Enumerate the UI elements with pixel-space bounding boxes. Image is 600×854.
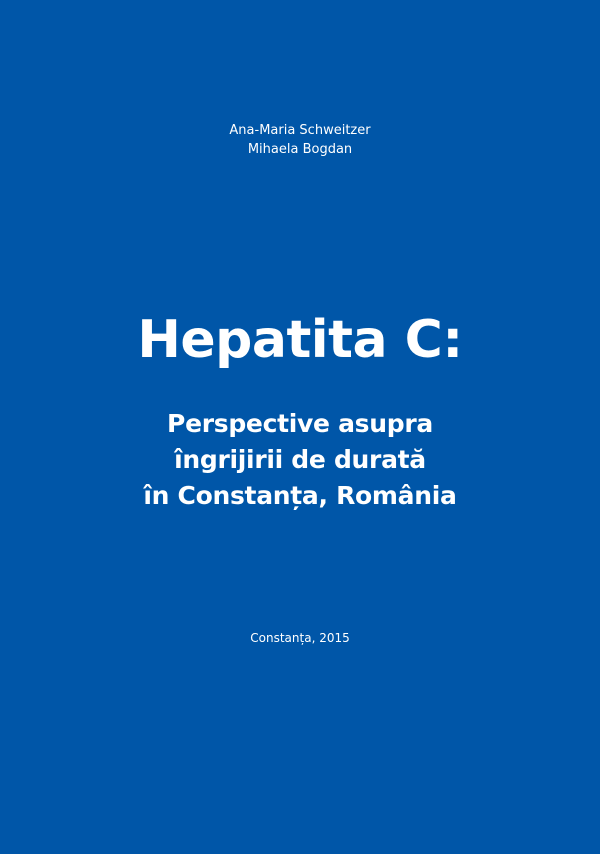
cover-subtitle (0, 406, 600, 514)
author-list (0, 121, 600, 159)
subtitle-line: îngrijirii de durată (174, 445, 426, 474)
author-name: Ana-Maria Schweitzer (229, 123, 371, 138)
author-name: Mihaela Bogdan (247, 142, 353, 157)
cover-title: Hepatita C: (137, 310, 463, 370)
subtitle-line: Perspective asupra (167, 409, 433, 438)
subtitle-line: în Constanța, România (143, 481, 457, 510)
publication-place-date: Constanța, 2015 (250, 631, 350, 645)
